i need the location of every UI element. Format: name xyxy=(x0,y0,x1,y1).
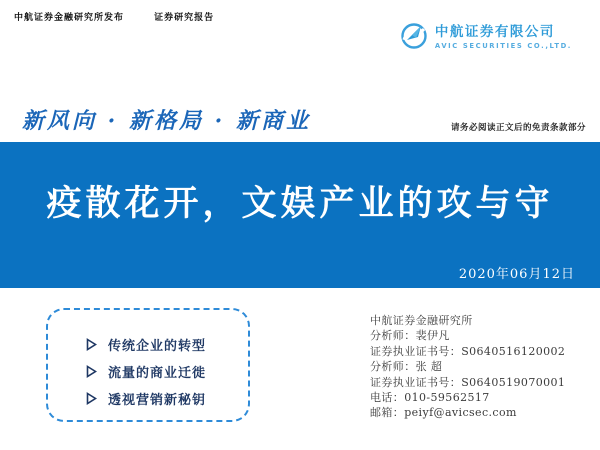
company-logo xyxy=(399,20,572,54)
analyst-line: 分析师：裴伊凡 xyxy=(370,329,450,343)
highlight-item xyxy=(86,389,248,407)
analyst-line: 分析师：张 超 xyxy=(370,360,443,374)
highlight-label: 透视营销新秘钥 xyxy=(108,392,207,408)
highlight-label: 流量的商业迁徙 xyxy=(108,365,207,381)
company-name-cn: 中航证券有限公司 xyxy=(434,23,555,40)
report-title: 疫散花开，文娱产业的攻与守 xyxy=(46,183,554,224)
highlight-item xyxy=(86,362,248,380)
avic-plane-swoosh-icon xyxy=(399,20,429,54)
license-line: 证券执业证书号：S0640516120002 xyxy=(370,344,566,358)
disclaimer-note: 请务必阅读正文后的免责条款部分 xyxy=(450,123,586,133)
company-name-en: AVIC SECURITIES CO.,LTD. xyxy=(434,41,572,50)
highlights-box xyxy=(46,308,250,422)
header-publisher-row xyxy=(14,10,214,23)
email-line: 邮箱：peiyf@avicsec.com xyxy=(370,406,517,420)
highlight-label: 传统企业的转型 xyxy=(108,338,207,354)
phone-line: 电话：010-59562517 xyxy=(370,391,490,405)
report-type-label: 证券研究报告 xyxy=(154,13,215,23)
arrowhead-right-icon xyxy=(86,392,97,405)
highlight-item xyxy=(86,335,248,353)
license-line: 证券执业证书号：S0640519070001 xyxy=(370,375,566,389)
title-banner xyxy=(0,142,600,288)
institute-name: 中航证券金融研究所 xyxy=(370,314,473,327)
report-date: 2020年06月12日 xyxy=(458,267,575,282)
company-name-block xyxy=(435,25,572,50)
arrowhead-right-icon xyxy=(86,365,97,378)
publisher-label: 中航证券金融研究所发布 xyxy=(14,13,125,23)
series-slogan: 新风向 · 新格局 · 新商业 xyxy=(22,108,311,134)
analyst-contact-block xyxy=(370,313,565,421)
arrowhead-right-icon xyxy=(86,338,97,351)
